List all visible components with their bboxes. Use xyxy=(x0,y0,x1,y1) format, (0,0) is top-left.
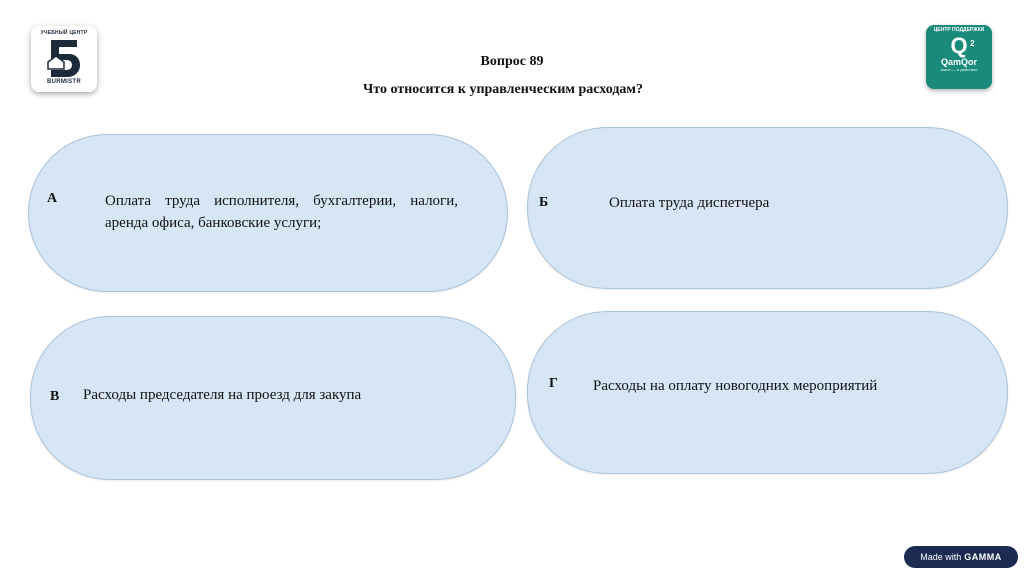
option-text: Расходы председателя на проезд для закупа xyxy=(83,387,362,403)
made-with-label: Made with xyxy=(920,552,962,562)
qamqor-q-mark: Q 2 xyxy=(950,33,975,58)
qamqor-brand-text: QamQor xyxy=(940,57,977,67)
logo-bottom-text: BURMISTR xyxy=(46,79,82,85)
answer-option-b[interactable] xyxy=(527,127,1008,289)
option-letter: Г xyxy=(549,376,558,391)
logo-top-text: УЧЕБНЫЙ ЦЕНТР xyxy=(40,30,88,36)
made-with-gamma-badge[interactable] xyxy=(904,546,1018,568)
option-letter: А xyxy=(47,191,58,206)
qamqor-sub-text: ЦЕНТР ПОДДЕРЖКИ xyxy=(933,27,985,33)
question-number: Вопрос 89 xyxy=(480,54,544,69)
option-letter: В xyxy=(50,389,60,404)
answer-option-a[interactable] xyxy=(28,134,508,292)
question-text: Что относится к управленческим расходам? xyxy=(363,82,643,97)
option-text: Оплата труда исполнителя, бухгалтерии, налоги, аренда офиса, банковские услуги; xyxy=(105,193,458,231)
option-letter: Б xyxy=(539,195,549,210)
answer-option-v[interactable] xyxy=(30,316,516,480)
qamqor-tagline: закон — в действии xyxy=(940,67,978,72)
option-text: Расходы на оплату новогодних мероприятий xyxy=(593,378,878,394)
gamma-brand: GAMMA xyxy=(964,552,1002,562)
answer-option-g[interactable] xyxy=(527,311,1008,474)
option-text: Оплата труда диспетчера xyxy=(609,195,770,211)
